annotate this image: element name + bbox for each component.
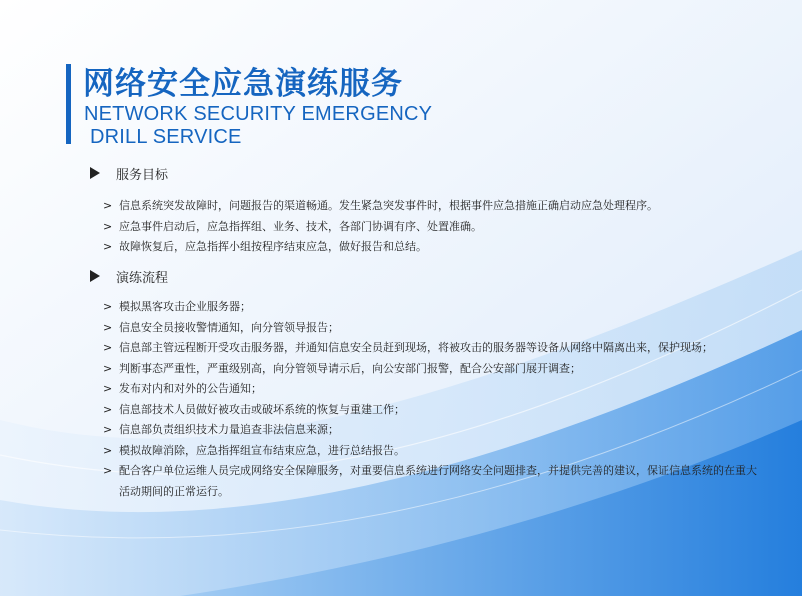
page-title-cn: 网络安全应急演练服务 (83, 66, 403, 102)
chevron-right-icon: > (103, 240, 113, 253)
goals-list (90, 196, 790, 258)
chevron-right-icon: > (103, 300, 113, 313)
title-accent-bar (66, 64, 71, 144)
chevron-right-icon: > (103, 199, 113, 212)
chevron-right-icon: > (103, 361, 113, 375)
section-header (90, 162, 790, 184)
list-item (90, 441, 759, 462)
chevron-right-icon: > (103, 423, 113, 436)
chevron-right-icon: > (103, 320, 113, 334)
section-header (90, 265, 790, 287)
list-item-text: 应急事件启动后，应急指挥组、业务、技术，各部门协调有序、处置准确。 (119, 219, 482, 233)
page-title-en-line1: NETWORK SECURITY EMERGENCY (84, 103, 433, 125)
section-title: 演练流程 (116, 270, 169, 286)
list-item-text: 判断事态严重性，严重级别高，向分管领导请示后，向公安部门报警，配合公安部门展开调查； (119, 361, 581, 375)
list-item-text: 模拟故障消除，应急指挥组宣布结束应急，进行总结报告。 (119, 443, 405, 457)
chevron-right-icon: > (103, 341, 113, 354)
list-item (90, 400, 759, 421)
list-item (90, 318, 759, 339)
list-item (90, 420, 759, 441)
list-item-text: 信息部技术人员做好被攻击或破坏系统的恢复与重建工作； (119, 402, 405, 416)
list-item-text: 信息部主管远程断开受攻击服务器，并通知信息安全员赶到现场，将被攻击的服务器等设备从网络中隔离出来，保护现场； (119, 341, 713, 354)
list-item (90, 461, 759, 502)
chevron-right-icon: > (103, 402, 113, 416)
list-item (90, 217, 759, 238)
list-item-text: 配合客户单位运维人员完成网络安全保障服务，对重要信息系统进行网络安全问题排查，并提供完善的建议，保证信息系统的在重大活动期间的正常运行。 (119, 464, 757, 498)
chevron-right-icon: > (103, 219, 113, 233)
list-item-text: 信息部负责组织技术力量追查非法信息来源； (119, 423, 339, 436)
triangle-bullet-icon (90, 167, 100, 179)
list-item-text: 故障恢复后，应急指挥小组按程序结束应急，做好报告和总结。 (119, 240, 427, 253)
list-item-text: 模拟黑客攻击企业服务器； (119, 300, 251, 313)
section-title: 服务目标 (116, 167, 169, 183)
list-item-text: 信息安全员接收警情通知，向分管领导报告； (119, 320, 339, 334)
list-item (90, 196, 759, 217)
triangle-bullet-icon (90, 270, 100, 282)
chevron-right-icon: > (103, 443, 113, 457)
list-item (90, 237, 759, 258)
list-item (90, 338, 759, 359)
section-service-goals (90, 162, 790, 258)
list-item (90, 379, 759, 400)
chevron-right-icon: > (103, 382, 113, 395)
list-item-text: 信息系统突发故障时，问题报告的渠道畅通。发生紧急突发事件时，根据事件应急措施正确启动应急处理程序。 (119, 199, 658, 212)
process-list (90, 297, 790, 502)
list-item (90, 297, 759, 318)
list-item-text: 发布对内和对外的公告通知； (119, 382, 262, 395)
page-title-en-line2: DRILL SERVICE (90, 126, 242, 148)
chevron-right-icon: > (103, 464, 113, 477)
list-item (90, 359, 759, 380)
section-drill-process (90, 265, 790, 502)
